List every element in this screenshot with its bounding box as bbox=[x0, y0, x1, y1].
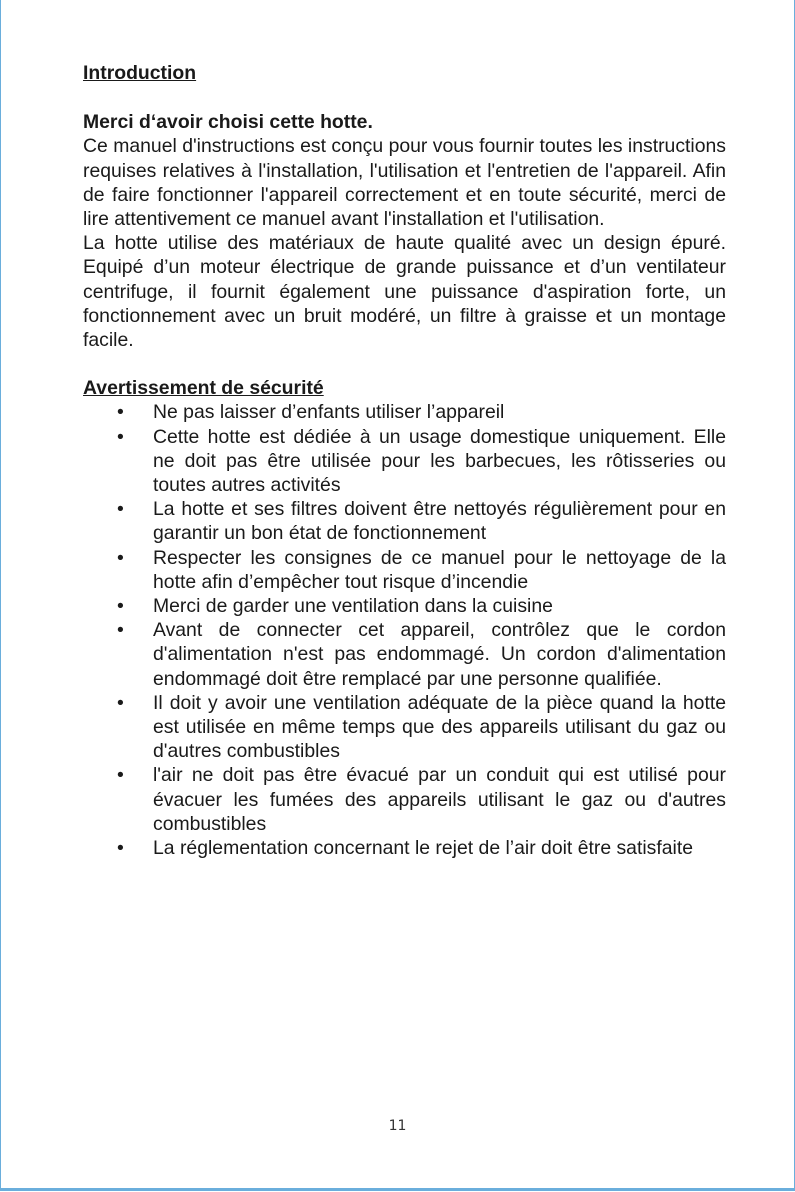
safety-warning-text: La réglementation concernant le rejet de l’air doit être satisfaite bbox=[153, 837, 694, 860]
safety-warning-list bbox=[83, 400, 726, 860]
safety-warning-text: Ne pas laisser d’enfants utiliser l’appareil bbox=[153, 401, 505, 424]
safety-warning-item bbox=[83, 618, 726, 691]
intro-paragraph-1: Ce manuel d'instructions est conçu pour vous fournir toutes les instructions requises relatives à l'installation, l'utilisation et l'entretien de l'appareil. Afin de faire fonctionner l'appareil correctement et en toute sécurité, merci de lire attentivement ce manuel avant l'installation et l'utilisation. bbox=[83, 135, 726, 231]
safety-warning-item bbox=[83, 763, 726, 836]
safety-warning-item bbox=[83, 400, 726, 424]
bullet-icon: • bbox=[117, 764, 124, 787]
intro-paragraph-2: La hotte utilise des matériaux de haute qualité avec un design épuré. Equipé d’un moteur électrique de grande puissance et d’un ventilateur centrifuge, il fournit également une puissance d'aspiration forte, un fonctionnement avec un bruit modéré, un filtre à graisse et un montage facile. bbox=[83, 232, 726, 352]
bullet-icon: • bbox=[117, 837, 124, 860]
safety-warning-text: Cette hotte est dédiée à un usage domestique uniquement. Elle ne doit pas être utilisée pour les barbecues, les rôtisseries ou toutes autres activités bbox=[153, 425, 726, 497]
bullet-icon: • bbox=[117, 619, 124, 642]
bullet-icon: • bbox=[117, 498, 124, 521]
safety-warning-item bbox=[83, 497, 726, 545]
introduction-heading: Introduction bbox=[83, 62, 197, 84]
safety-warning-item bbox=[83, 594, 726, 618]
bullet-icon: • bbox=[117, 691, 124, 714]
bullet-icon: • bbox=[117, 595, 124, 618]
safety-warning-text: l'air ne doit pas être évacué par un conduit qui est utilisé pour évacuer les fumées des appareils utilisant le gaz ou d'autres combustibles bbox=[153, 764, 726, 835]
safety-warning-text: Merci de garder une ventilation dans la cuisine bbox=[153, 595, 553, 618]
page-content bbox=[83, 61, 726, 860]
page-number: 11 bbox=[388, 1118, 407, 1134]
bullet-icon: • bbox=[117, 425, 124, 448]
safety-warning-text: Il doit y avoir une ventilation adéquate de la pièce quand la hotte est utilisée en même temps que des appareils utilisant du gaz ou d'autres combustibles bbox=[153, 691, 726, 763]
bullet-icon: • bbox=[117, 546, 124, 569]
safety-warning-text: Avant de connecter cet appareil, contrôlez que le cordon d'alimentation n'est pas endommagé. Un cordon d'alimentation endommagé doit être remplacé par une personne qualifiée. bbox=[153, 619, 726, 690]
safety-warning-item bbox=[83, 425, 726, 498]
safety-warning-text: Respecter les consignes de ce manuel pour le nettoyage de la hotte afin d’empêcher tout risque d’incendie bbox=[153, 546, 726, 593]
safety-warning-item bbox=[83, 836, 726, 860]
safety-heading: Avertissement de sécurité bbox=[83, 377, 324, 400]
safety-warning-item bbox=[83, 691, 726, 764]
intro-subheading: Merci d‘avoir choisi cette hotte. bbox=[83, 111, 373, 134]
section-spacer bbox=[83, 352, 726, 376]
bullet-icon: • bbox=[117, 401, 124, 424]
safety-warning-item bbox=[83, 546, 726, 594]
safety-warning-text: La hotte et ses filtres doivent être nettoyés régulièrement pour en garantir un bon état de fonctionnement bbox=[153, 498, 726, 545]
